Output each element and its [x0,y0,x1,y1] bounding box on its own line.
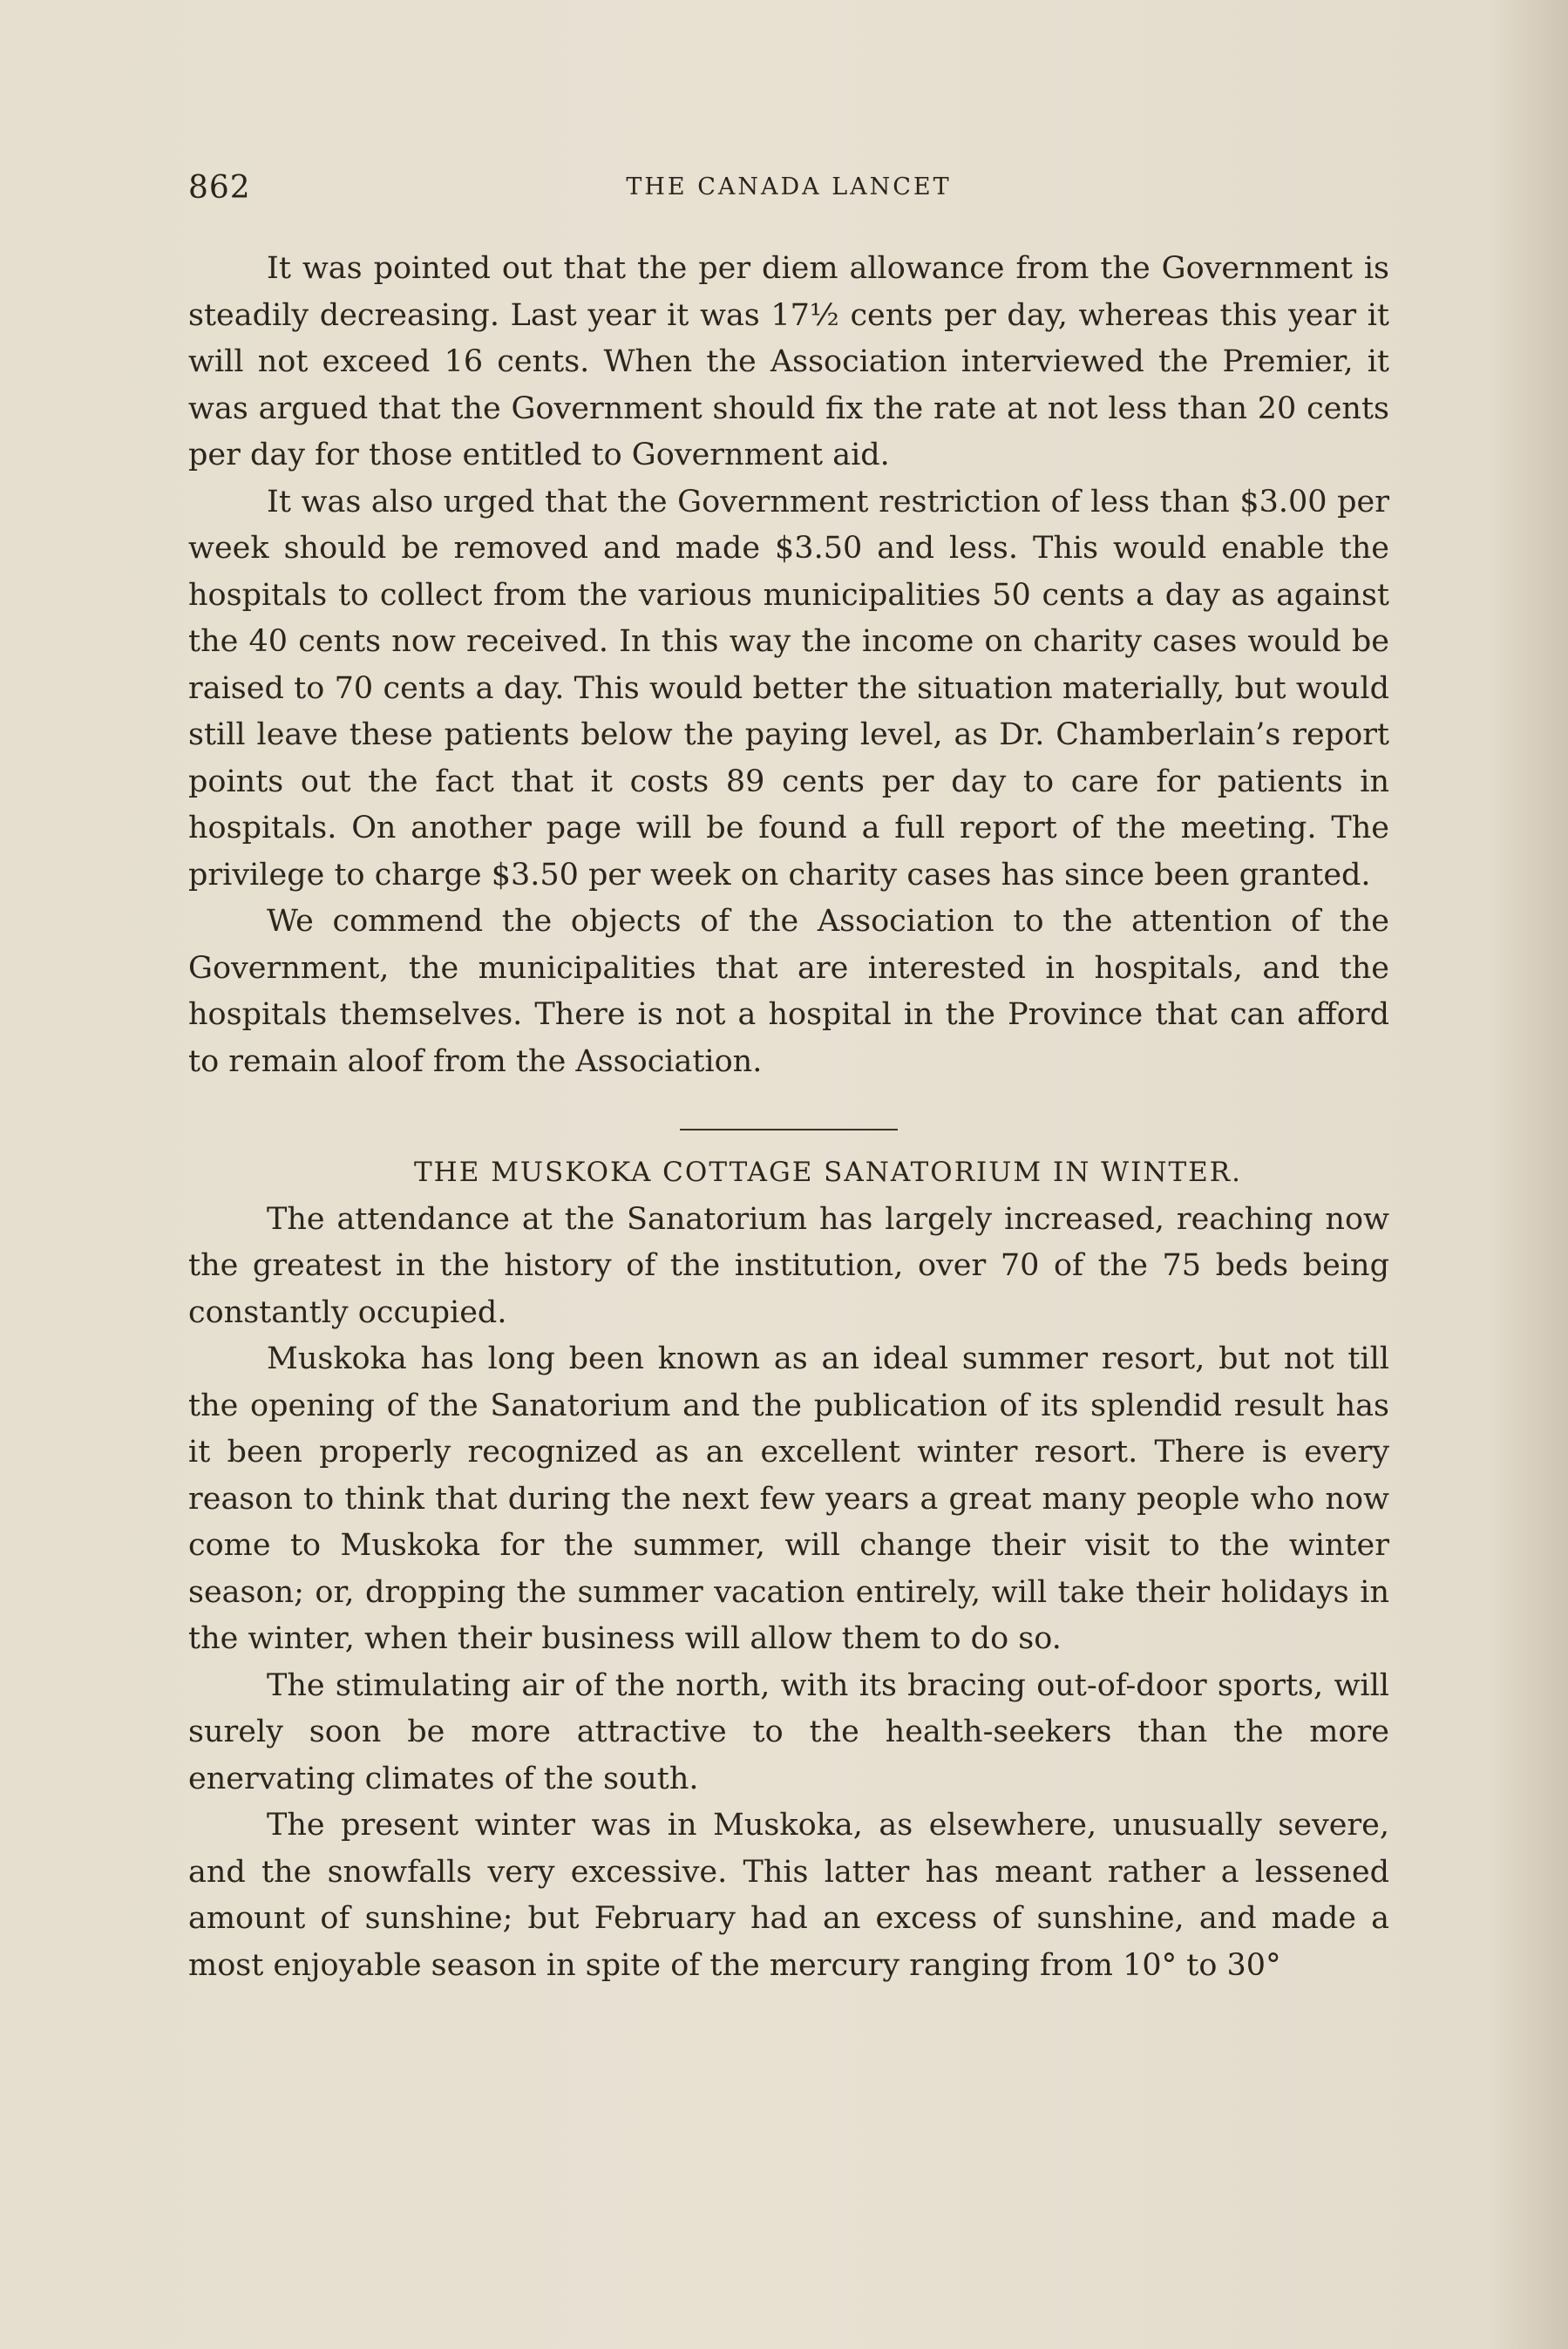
paragraph: It was pointed out that the per diem allowance from the Government is steadily decreasing. Last year it was 17½ cents per day, whereas this year it will not exceed 16 cents. When the Association interviewed the Premier, it was argued that the Government should fix the rate at not less than 20 cents per day for those entitled to Government aid. [188,251,1389,472]
paragraph: We commend the objects of the Association to the attention of the Government, the municipalities that are interested in hospitals, and the hospitals themselves. There is not a hospital in the Province that can afford to remain aloof from the Association. [188,904,1389,1079]
article-body [188,246,1389,1989]
page-number: 862 [188,170,251,206]
running-title: THE CANADA LANCET [626,173,952,200]
section-title: THE MUSKOKA COTTAGE SANATORIUM IN WINTER. [414,1157,1242,1188]
paragraph: The stimulating air of the north, with its bracing out-of-door sports, will surely soon be more attractive to the health-seekers than the more enervating climates of the south. [188,1667,1389,1796]
paragraph: The attendance at the Sanatorium has largely increased, reaching now the greatest in the history of the institution, over 70 of the 75 beds being constantly occupied. [188,1201,1389,1330]
paragraph: The present winter was in Muskoka, as elsewhere, unusually severe, and the snowfalls very excessive. This latter has meant rather a lessened amount of sunshine; but February had an excess of sunshine, and made a most enjoyable season in spite of the mercury ranging from 10° to 30° [188,1808,1389,1983]
section-divider [680,1129,898,1130]
page-edge-shadow [1490,0,1568,2349]
paragraph: It was also urged that the Government restriction of less than $3.00 per week should be removed and made $3.50 and less. This would enable the hospitals to collect from the various municipalities 50 cents a day as against the 40 cents now received. In this way the income on charity cases would be raised to 70 cents a day. This would better the situation materially, but would still leave these patients below the paying level, as Dr. Chamberlain’s report points out the fact that it costs 89 cents per day to care for patients in hospitals. On another page will be found a full report of the meeting. The privilege to charge $3.50 per week on charity cases has since been granted. [188,484,1389,893]
page-header [188,170,1389,214]
paragraph: Muskoka has long been known as an ideal summer resort, but not till the opening of the Sanatorium and the publication of its splendid result has it been properly recognized as an excellent winter resort. There is every reason to think that during the next few years a great many people who now come to Muskoka for the summer, will change their visit to the winter season; or, dropping the summer vacation entirely, will take their holidays in the winter, when their business will allow them to do so. [188,1341,1389,1656]
